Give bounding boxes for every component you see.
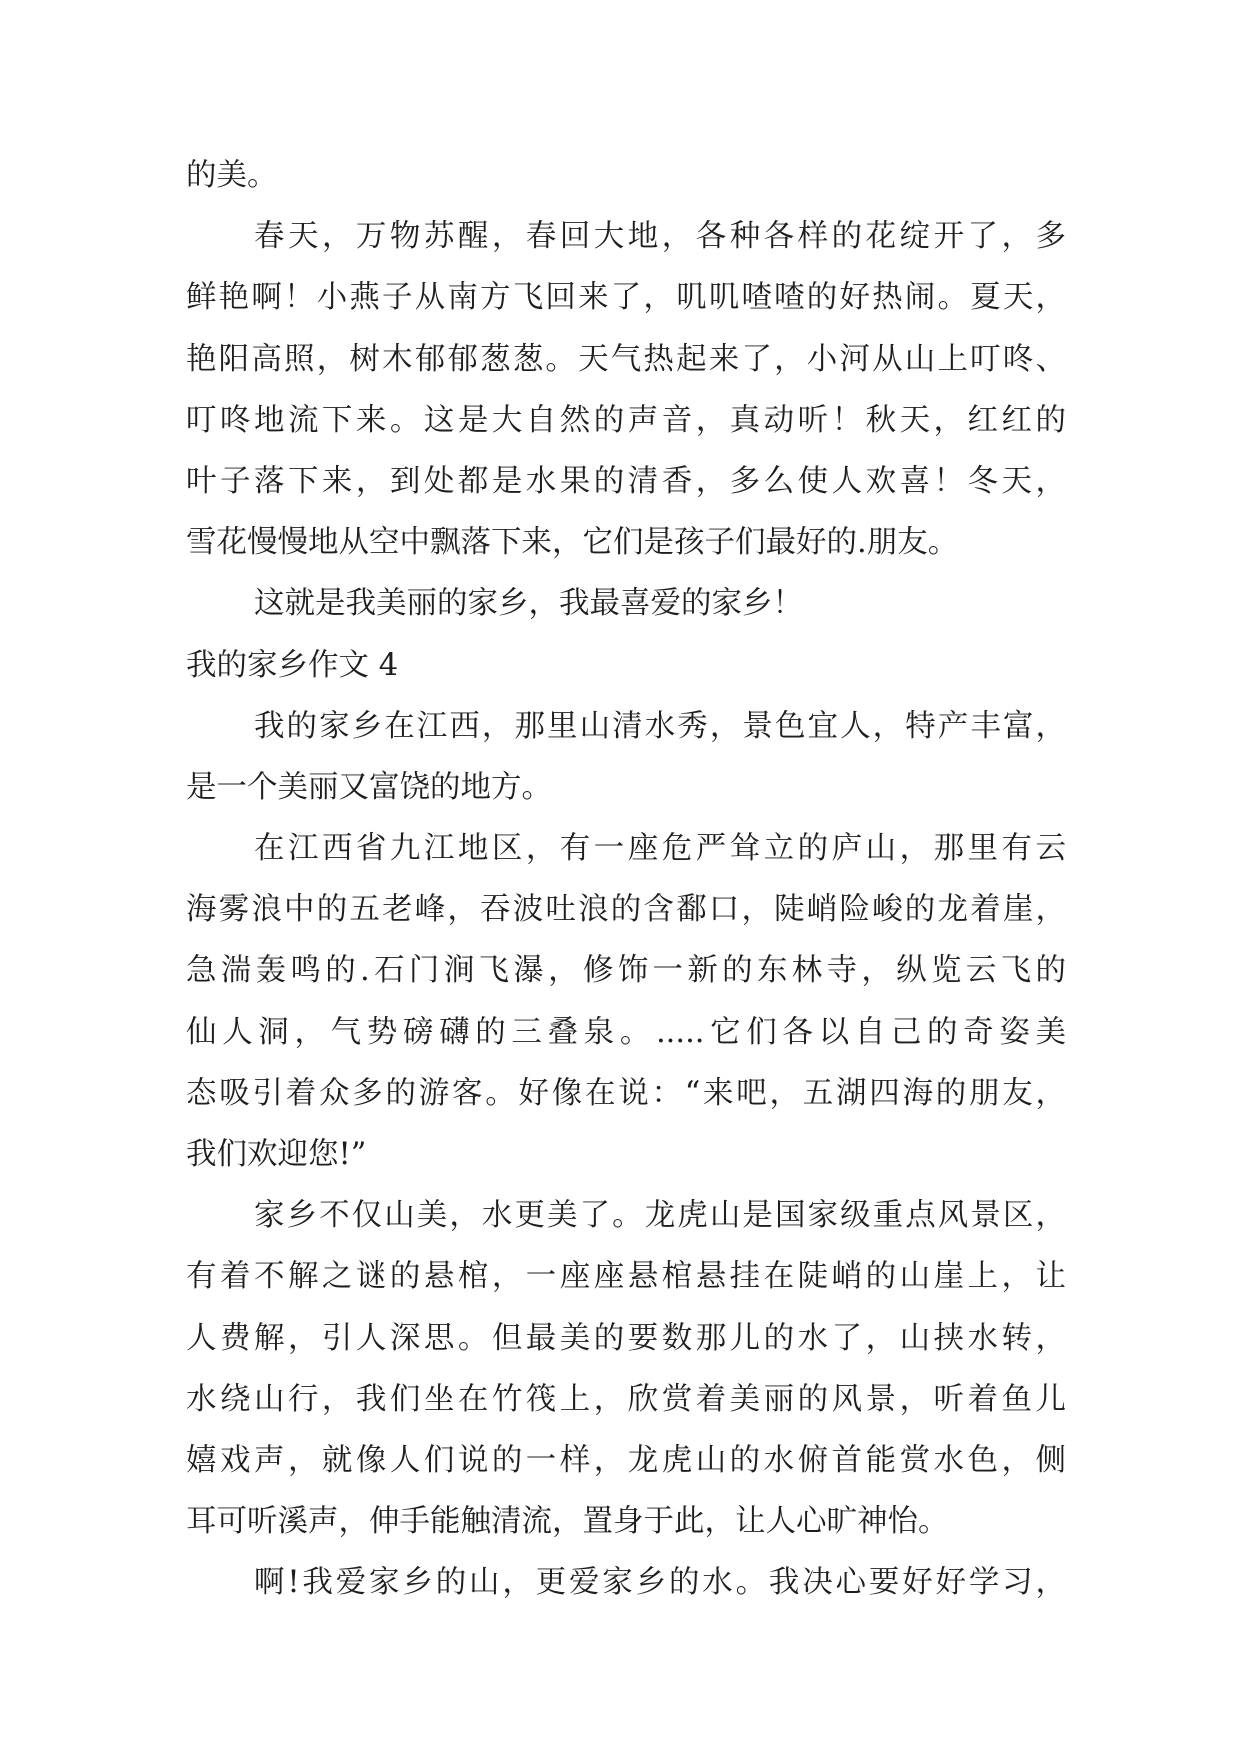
text-line: 急湍轰鸣的.石门涧飞瀑，修饰一新的东林寺，纵览云飞的 <box>186 953 1066 989</box>
text-line: 家乡不仅山美，水更美了。龙虎山是国家级重点风景区， <box>254 1198 1066 1234</box>
text-line: 水绕山行，我们坐在竹筏上，欣赏着美丽的风景，听着鱼儿 <box>186 1381 1066 1417</box>
text-line: 耳可听溪声，伸手能触清流，置身于此，让人心旷神怡。 <box>186 1504 949 1540</box>
text-line: 态吸引着众多的游客。好像在说：“来吧，五湖四海的朋友， <box>186 1075 1066 1111</box>
essay-title: 我的家乡作文 4 <box>186 647 399 683</box>
text-line: 雪花慢慢地从空中飘落下来，它们是孩子们最好的.朋友。 <box>186 525 959 561</box>
text-line: 有着不解之谜的悬棺，一座座悬棺悬挂在陡峭的山崖上，让 <box>186 1259 1066 1295</box>
text-line: 海雾浪中的五老峰，吞波吐浪的含鄱口，陡峭险峻的龙着崖， <box>186 892 1066 928</box>
text-line: 的美。 <box>186 158 278 193</box>
text-line: 我们欢迎您!” <box>186 1137 367 1172</box>
text-line: 啊!我爱家乡的山，更爱家乡的水。我决心要好好学习， <box>254 1565 1066 1601</box>
text-line: 艳阳高照，树木郁郁葱葱。天气热起来了，小河从山上叮咚、 <box>186 341 1066 377</box>
text-line: 人费解，引人深思。但最美的要数那儿的水了，山挟水转， <box>186 1320 1066 1356</box>
text-line: 春天，万物苏醒，春回大地，各种各样的花绽开了，多 <box>254 219 1066 255</box>
text-line: 我的家乡在江西，那里山清水秀，景色宜人，特产丰富， <box>254 708 1066 744</box>
text-line: 叶子落下来，到处都是水果的清香，多么使人欢喜！冬天， <box>186 463 1066 499</box>
text-line: 嬉戏声，就像人们说的一样，龙虎山的水俯首能赏水色，侧 <box>186 1442 1066 1478</box>
text-line: 在江西省九江地区，有一座危严耸立的庐山，那里有云 <box>254 831 1066 867</box>
text-line: 叮咚地流下来。这是大自然的声音，真动听！秋天，红红的 <box>186 402 1066 438</box>
text-line: 仙人洞，气势磅礴的三叠泉。.....它们各以自己的奇姿美 <box>186 1014 1066 1050</box>
text-line: 鲜艳啊！小燕子从南方飞回来了，叽叽喳喳的好热闹。夏天， <box>186 280 1066 316</box>
text-line: 是一个美丽又富饶的地方。 <box>186 769 552 805</box>
text-line: 这就是我美丽的家乡，我最喜爱的家乡！ <box>254 586 803 622</box>
document-page <box>186 145 1066 1614</box>
